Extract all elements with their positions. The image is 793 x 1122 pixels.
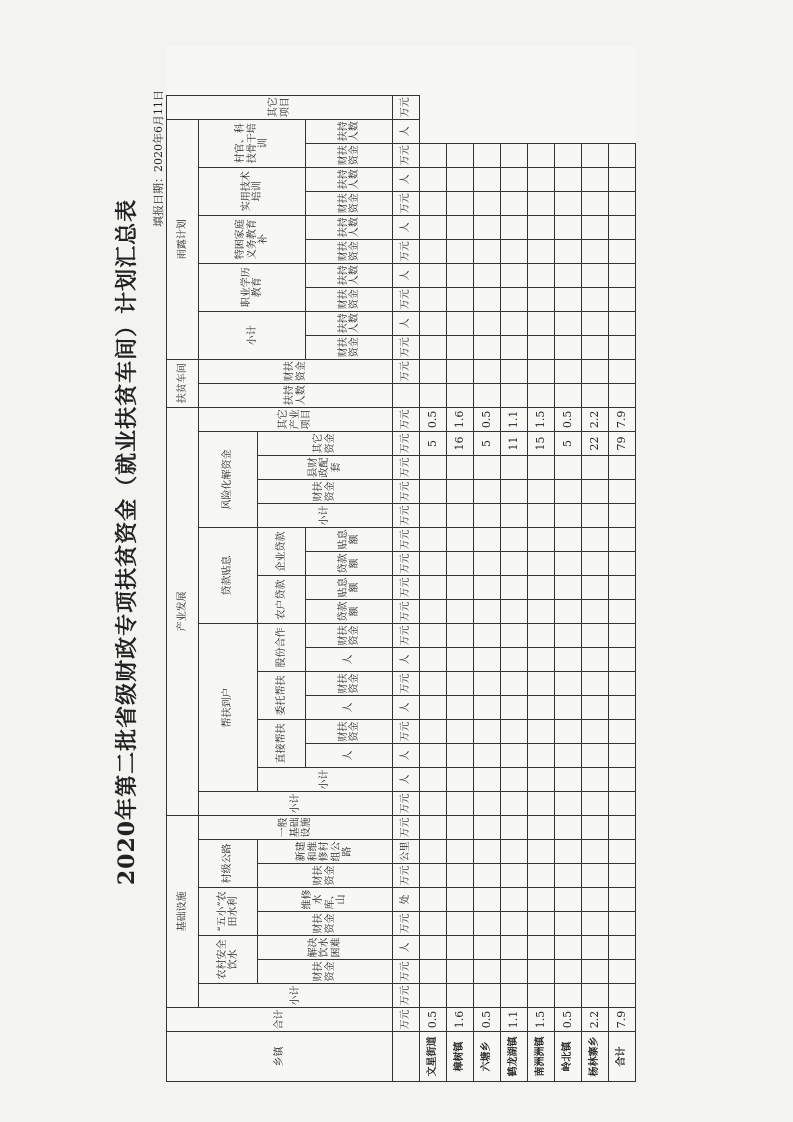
unit-cell: 处	[393, 888, 420, 912]
header-total: 合计	[167, 1008, 393, 1032]
table-row	[555, 47, 582, 1081]
row-ws-funds: 2.2	[582, 407, 609, 431]
unit-row	[393, 47, 420, 1081]
header-rain-subtotal: 小计	[199, 311, 306, 359]
row-town: 岭北镇	[555, 1032, 582, 1082]
row-ws-people: 5	[474, 432, 501, 456]
row-ws-funds: 1.1	[501, 407, 528, 431]
unit-cell: 万元	[393, 576, 420, 600]
row-ws-people: 11	[501, 432, 528, 456]
unit-cell: 万元	[393, 95, 420, 119]
unit-cell: 万元	[393, 287, 420, 311]
header-practical-people: 扶持人数	[306, 167, 393, 191]
unit-cell: 万元	[393, 816, 420, 840]
header-general-infra: 一般基础设施	[199, 816, 393, 840]
header-risk-subtotal: 小计	[257, 504, 392, 528]
row-town: 鹤龙湖镇	[501, 1032, 528, 1082]
header-corp-subsidy: 贴息额	[306, 528, 393, 552]
unit-cell: 万元	[393, 335, 420, 359]
row-ws-funds: 0.5	[420, 407, 447, 431]
unit-cell: 万元	[393, 407, 420, 431]
row-ws-people: 16	[447, 432, 474, 456]
header-direct: 直接帮扶	[257, 720, 305, 768]
header-entrust-person: 人	[306, 696, 393, 720]
header-ws-funds: 财扶资金	[199, 359, 393, 383]
row-total: 1.6	[447, 1008, 474, 1032]
header-direct-person: 人	[306, 744, 393, 768]
header-town: 乡镇	[167, 1032, 393, 1082]
row-ws-funds: 1.5	[528, 407, 555, 431]
header-county-fund: 县财政配套	[257, 456, 392, 480]
unit-cell: 万元	[393, 191, 420, 215]
table-row-total	[609, 47, 636, 1081]
header-water: 农村安全饮水	[199, 936, 257, 984]
table-row	[420, 47, 447, 1081]
header-risk-funds: 财扶资金	[257, 480, 392, 504]
row-town: 樟树镇	[447, 1032, 474, 1082]
header-loan: 贷款贴息	[199, 528, 257, 624]
header-entrust: 委托帮扶	[257, 672, 305, 720]
header-wuxiao-funds: 财扶资金	[257, 912, 392, 936]
header-other-fund: 其它资金	[257, 432, 392, 456]
header-wuxiao: “五小”农田水利	[199, 888, 257, 936]
row-total: 2.2	[582, 1008, 609, 1032]
unit-cell: 万元	[393, 1008, 420, 1032]
header-other-industry: 其它产业项目	[199, 407, 393, 431]
header-other-project: 其它项目	[167, 95, 393, 119]
row-ws-funds: 7.9	[609, 407, 636, 431]
row-total: 0.5	[474, 1008, 501, 1032]
row-town: 杨林寨乡	[582, 1032, 609, 1082]
header-ws-people: 扶持人数	[199, 383, 393, 407]
unit-cell: 人	[393, 311, 420, 335]
unit-cell: 万元	[393, 624, 420, 648]
header-direct-funds: 财扶资金	[306, 720, 393, 744]
page-title: 2020年第二批省级财政专项扶贫资金（就业扶贫车间）计划汇总表	[114, 198, 140, 886]
fill-date: 填报日期：2020年6月11日	[152, 90, 165, 227]
unit-cell: 人	[393, 215, 420, 239]
unit-cell: 人	[393, 648, 420, 672]
row-ws-people: 15	[528, 432, 555, 456]
header-risk: 风险化解资金	[199, 432, 257, 528]
unit-cell: 万元	[393, 960, 420, 984]
header-share-funds: 财扶资金	[306, 624, 393, 648]
header-voc-people: 扶持人数	[306, 263, 393, 287]
table-row	[582, 47, 609, 1081]
row-total: 0.5	[420, 1008, 447, 1032]
unit-cell: 万元	[393, 552, 420, 576]
row-total: 0.5	[555, 1008, 582, 1032]
header-farmer-loan-amount: 贷款额	[306, 600, 393, 624]
header-ind-subtotal: 小计	[199, 792, 393, 816]
unit-cell: 人	[393, 696, 420, 720]
unit-cell: 万元	[393, 792, 420, 816]
header-road: 村级公路	[199, 840, 257, 888]
unit-cell: 万元	[393, 864, 420, 888]
row-ws-people: 79	[609, 432, 636, 456]
unit-cell: 万元	[393, 528, 420, 552]
header-entrust-funds: 财扶资金	[306, 672, 393, 696]
header-road-funds: 财扶资金	[257, 864, 392, 888]
header-workshop: 扶贫车间	[167, 359, 199, 407]
row-ws-funds: 1.6	[447, 407, 474, 431]
header-industry: 产业发展	[167, 407, 199, 815]
header-cadre-people: 扶持人数	[306, 119, 393, 143]
unit-cell: 万元	[393, 600, 420, 624]
unit-cell: 万元	[393, 720, 420, 744]
row-ws-people: 22	[582, 432, 609, 456]
row-total: 1.1	[501, 1008, 528, 1032]
row-total: 1.5	[528, 1008, 555, 1032]
unit-cell: 万元	[393, 359, 420, 383]
header-voc-funds: 财扶资金	[306, 287, 393, 311]
header-share-person: 人	[306, 648, 393, 672]
table-row	[474, 47, 501, 1081]
row-town: 合计	[609, 1032, 636, 1082]
header-help: 帮扶到户	[199, 624, 257, 792]
header-road-new: 新建和维修村组公路	[257, 840, 392, 864]
unit-cell: 人	[393, 167, 420, 191]
unit-cell: 万元	[393, 143, 420, 167]
header-practical-funds: 财扶资金	[306, 191, 393, 215]
unit-cell: 万元	[393, 912, 420, 936]
unit-cell: 人	[393, 744, 420, 768]
header-help-subtotal: 小计	[257, 768, 392, 792]
header-cadre: 村官、科技骨干培训	[199, 119, 306, 167]
header-rain: 雨露计划	[167, 119, 199, 359]
header-poor-people: 扶持人数	[306, 215, 393, 239]
unit-cell: 人	[393, 119, 420, 143]
header-infra: 基础设施	[167, 816, 199, 1008]
row-town: 南洲洲镇	[528, 1032, 555, 1082]
row-ws-funds: 0.5	[474, 407, 501, 431]
header-rain-funds: 财扶资金	[306, 335, 393, 359]
header-practical: 实用技术培训	[199, 167, 306, 215]
header-farmer-loan: 农户贷款	[257, 576, 305, 624]
header-poor-funds: 财扶资金	[306, 239, 393, 263]
table-row	[447, 47, 474, 1081]
unit-cell: 人	[393, 263, 420, 287]
row-total: 7.9	[609, 1008, 636, 1032]
header-cadre-funds: 财扶资金	[306, 143, 393, 167]
header-poor-family: 特困家庭义务教育补	[199, 215, 306, 263]
unit-cell: 万元	[393, 456, 420, 480]
header-corp-loan-amount: 贷款额	[306, 552, 393, 576]
unit-cell	[393, 383, 420, 407]
unit-cell: 万元	[393, 672, 420, 696]
unit-cell	[393, 1032, 420, 1082]
header-water-people: 解决饮水困难	[257, 936, 392, 960]
header-farmer-subsidy: 贴息额	[306, 576, 393, 600]
row-ws-funds: 0.5	[555, 407, 582, 431]
header-water-funds: 财扶资金	[257, 960, 392, 984]
unit-cell: 万元	[393, 984, 420, 1008]
row-ws-people: 5	[420, 432, 447, 456]
table-row	[501, 47, 528, 1081]
unit-cell: 万元	[393, 504, 420, 528]
table-row	[528, 47, 555, 1081]
row-town: 六塘乡	[474, 1032, 501, 1082]
header-voc: 职业学历教育	[199, 263, 306, 311]
unit-cell: 万元	[393, 432, 420, 456]
header-infra-subtotal: 小计	[199, 984, 393, 1008]
row-town: 文星街道	[420, 1032, 447, 1082]
unit-cell: 人	[393, 768, 420, 792]
header-wuxiao-repair: 维修水库、山	[257, 888, 392, 912]
header-corp-loan: 企业贷款	[257, 528, 305, 576]
header-rain-people: 扶持人数	[306, 311, 393, 335]
unit-cell: 万元	[393, 239, 420, 263]
row-ws-people: 5	[555, 432, 582, 456]
plan-summary-table	[166, 47, 636, 1082]
unit-cell: 公里	[393, 840, 420, 864]
unit-cell: 人	[393, 936, 420, 960]
header-share: 股份合作	[257, 624, 305, 672]
unit-cell: 万元	[393, 480, 420, 504]
